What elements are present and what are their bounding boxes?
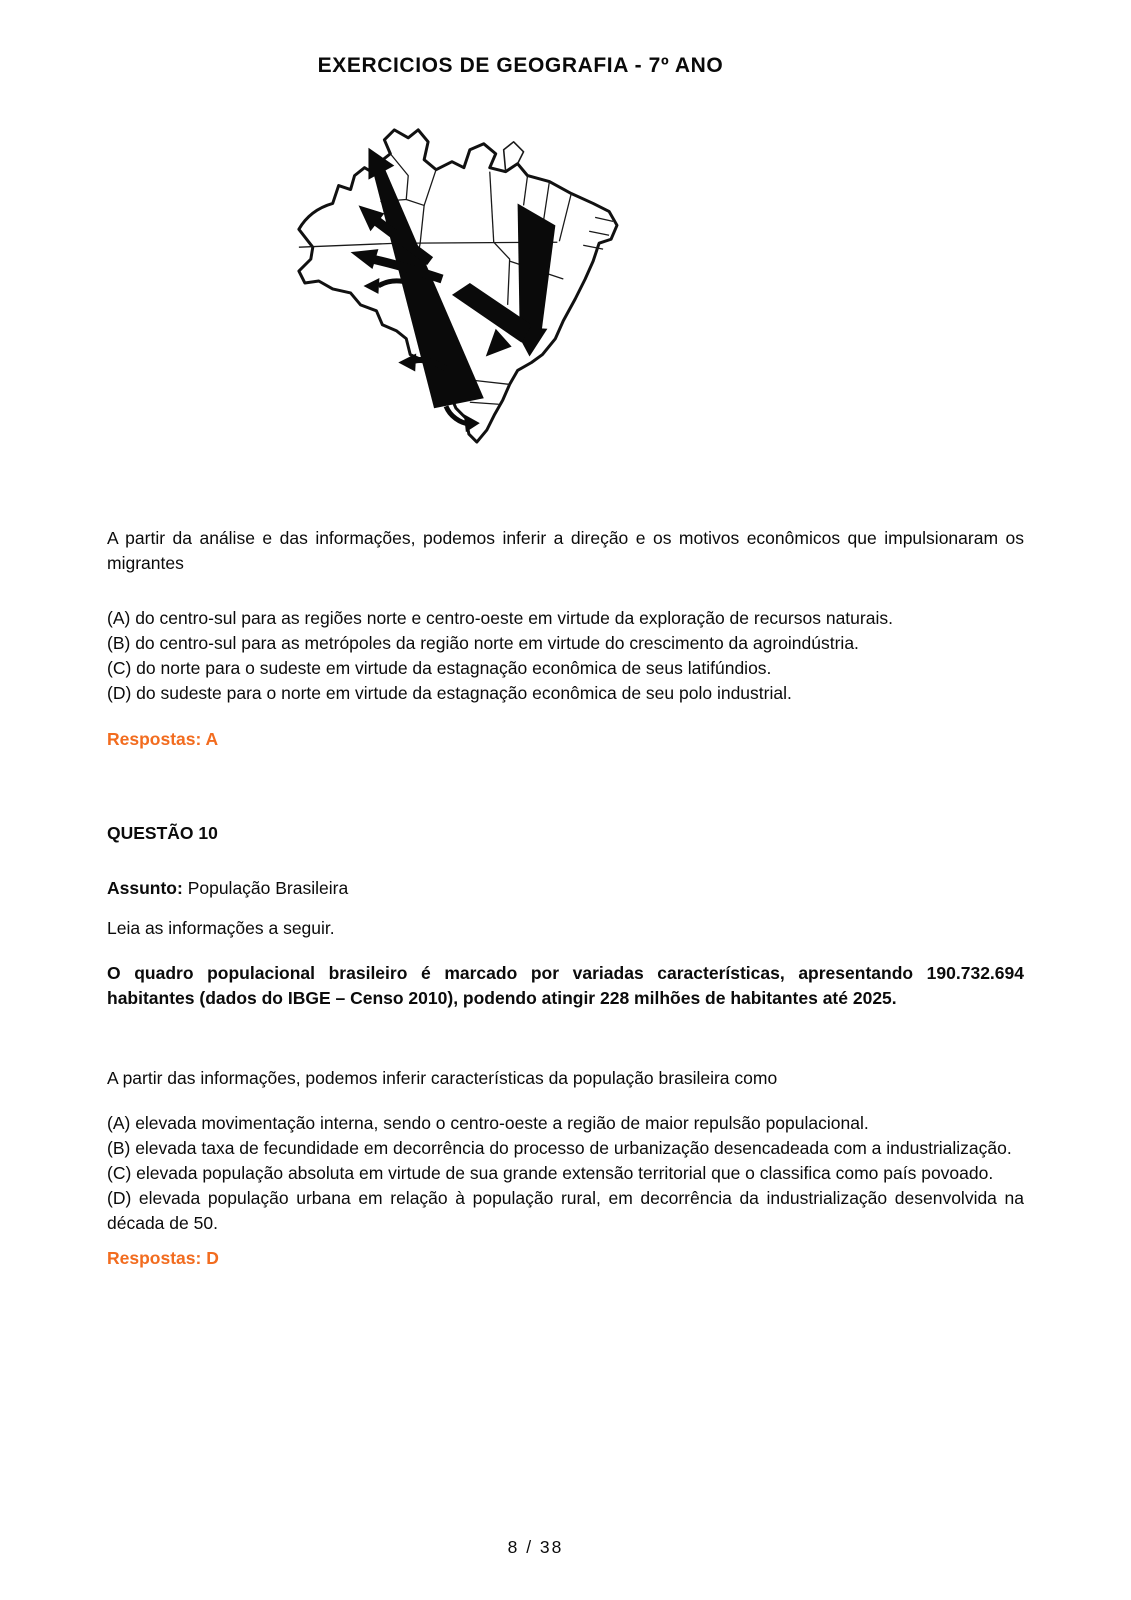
answer-option-a: (A) elevada movimentação interna, sendo o centro-oeste a região de maior repulsão populacional. [107, 1113, 869, 1133]
question-heading: QUESTÃO 10 [107, 823, 218, 843]
answer-option-d: (D) do sudeste para o norte em virtude da estagnação econômica de seu polo industrial. [107, 683, 792, 703]
answer-option-b: (B) do centro-sul para as metrópoles da região norte em virtude do crescimento da agroindústria. [107, 633, 859, 653]
reading-instruction: Leia as informações a seguir. [107, 918, 335, 938]
answer-option-b: (B) elevada taxa de fecundidade em decorrência do processo de urbanização desencadeada com a industrialização. [107, 1138, 1012, 1158]
subject-value: População Brasileira [182, 878, 349, 898]
question-intro: A partir da análise e das informações, podemos inferir a direção e os motivos econômicos que impulsionaram os migrantes [107, 528, 1024, 573]
brazil-map-figure [259, 110, 637, 448]
answer-option-a: (A) do centro-sul para as regiões norte e centro-oeste em virtude da exploração de recursos naturais. [107, 608, 893, 628]
answer-option-d: (D) elevada população urbana em relação à população rural, em decorrência da industrialização desenvolvida na década de 50. [107, 1188, 1024, 1233]
question-options-2 [107, 1111, 1024, 1236]
subject-label: Assunto: [107, 878, 183, 898]
answer-key: Respostas: A [107, 729, 219, 749]
quoted-statement: O quadro populacional brasileiro é marcado por variadas características, apresentando 190.732.694 habitantes (dados do IBGE – Censo 2010), podendo atingir 228 milhões de habitantes até 2025. [107, 963, 1024, 1008]
answer-option-c: (C) elevada população absoluta em virtude de sua grande extensão territorial que o classifica como país povoado. [107, 1163, 994, 1183]
subject-line [107, 876, 1024, 901]
answer-key: Respostas: D [107, 1248, 219, 1268]
answer-option-c: (C) do norte para o sudeste em virtude da estagnação econômica de seus latifúndios. [107, 658, 772, 678]
page-number: 8 / 38 [507, 1537, 564, 1557]
question-intro-2: A partir das informações, podemos inferir características da população brasileira como [107, 1068, 778, 1088]
page-title: EXERCICIOS DE GEOGRAFIA - 7º ANO [317, 54, 724, 77]
question-map-block [0, 526, 1131, 1271]
question-options [107, 606, 1024, 706]
brazil-migration-map [259, 110, 637, 448]
